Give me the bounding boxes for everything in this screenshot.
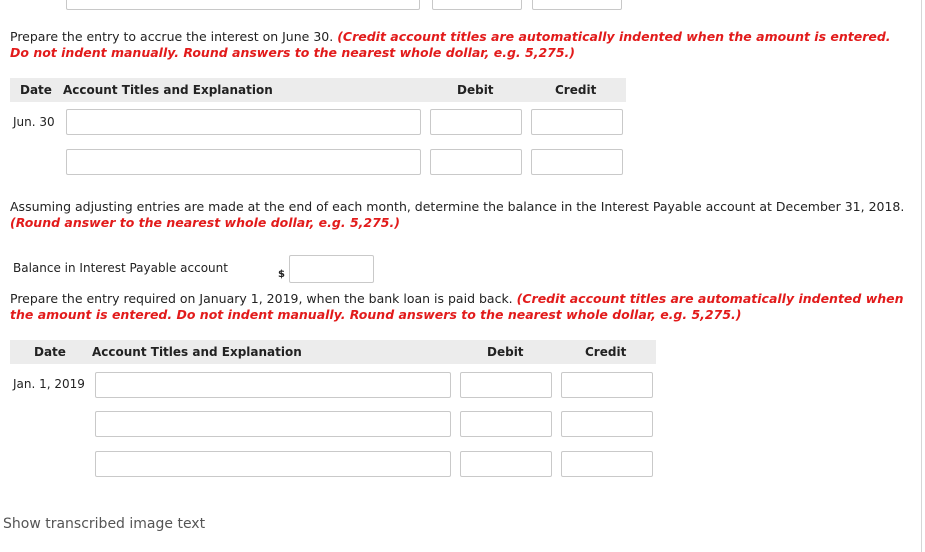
q1-instruction-note: (Credit account titles are automatically indented when the amount is entered. Do not indent manually. Round answers to the nearest whole dollar, e.g. 5,275.) (10, 29, 891, 60)
previous-debit-field[interactable] (432, 0, 522, 10)
q2-instruction-text: Assuming adjusting entries are made at the end of each month, determine the balance in the Interest Payable account at December 31, 2018. (10, 199, 905, 214)
q1-date: Jun. 30 (13, 115, 55, 129)
q1-header-credit: Credit (555, 83, 597, 97)
q3-row1-debit-input[interactable] (460, 372, 552, 398)
q1-row1-credit-input[interactable] (531, 109, 623, 135)
q3-instruction (10, 291, 910, 323)
q3-row2-account-input[interactable] (95, 411, 451, 437)
balance-input[interactable] (289, 255, 374, 283)
q1-instruction-text: Prepare the entry to accrue the interest on June 30. (10, 29, 334, 44)
q3-date: Jan. 1, 2019 (13, 377, 85, 391)
previous-account-field[interactable] (66, 0, 420, 10)
q1-row1-account-input[interactable] (66, 109, 421, 135)
q3-table-header (10, 340, 656, 364)
q3-row3-account-input[interactable] (95, 451, 451, 477)
q3-instruction-text: Prepare the entry required on January 1, 2019, when the bank loan is paid back. (10, 291, 513, 306)
right-border (921, 0, 922, 552)
show-transcribed-link[interactable]: Show transcribed image text (3, 516, 206, 532)
q3-header-credit: Credit (585, 345, 627, 359)
q1-header-debit: Debit (457, 83, 494, 97)
q2-instruction (10, 199, 910, 231)
q1-row2-credit-input[interactable] (531, 149, 623, 175)
q3-header-account: Account Titles and Explanation (92, 345, 302, 359)
q1-table-header (10, 78, 626, 102)
q1-instruction (10, 29, 910, 61)
q3-instruction-note: (Credit account titles are automatically indented when the amount is entered. Do not indent manually. Round answers to the nearest whole dollar, e.g. 5,275.) (10, 291, 904, 322)
q3-row2-debit-input[interactable] (460, 411, 552, 437)
balance-label: Balance in Interest Payable account (13, 261, 228, 275)
q3-row1-credit-input[interactable] (561, 372, 653, 398)
q3-header-debit: Debit (487, 345, 524, 359)
currency-symbol: $ (278, 269, 285, 280)
q1-row1-debit-input[interactable] (430, 109, 522, 135)
q3-row1-account-input[interactable] (95, 372, 451, 398)
q1-header-account: Account Titles and Explanation (63, 83, 273, 97)
previous-credit-field[interactable] (532, 0, 622, 10)
q3-row2-credit-input[interactable] (561, 411, 653, 437)
q1-row2-debit-input[interactable] (430, 149, 522, 175)
q1-header-date: Date (20, 83, 52, 97)
q1-row2-account-input[interactable] (66, 149, 421, 175)
q3-header-date: Date (34, 345, 66, 359)
q2-instruction-note: (Round answer to the nearest whole dollar, e.g. 5,275.) (10, 215, 400, 230)
q3-row3-credit-input[interactable] (561, 451, 653, 477)
q3-row3-debit-input[interactable] (460, 451, 552, 477)
